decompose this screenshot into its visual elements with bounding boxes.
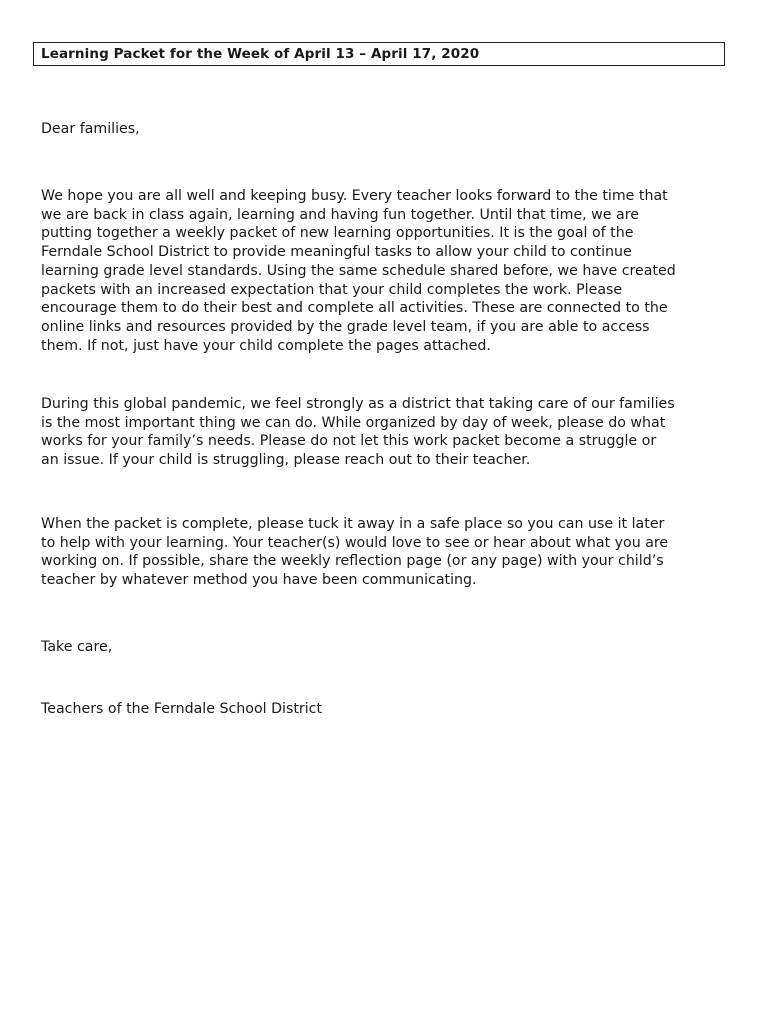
- paragraph-line: We hope you are all well and keeping busy. Every teacher looks forward to the time that: [41, 188, 668, 204]
- closing: Take care,: [41, 639, 113, 655]
- paragraph-line: teacher by whatever method you have been communicating.: [41, 572, 477, 589]
- signature: Teachers of the Ferndale School District: [41, 701, 323, 717]
- paragraph-line: encourage them to do their best and complete all activities. These are connected to the: [41, 300, 668, 317]
- paragraph-line: putting together a weekly packet of new learning opportunities. It is the goal of the: [41, 225, 634, 242]
- paragraph-line: working on. If possible, share the weekly reflection page (or any page) with your child’s: [41, 553, 664, 570]
- paragraph-line: is the most important thing we can do. While organized by day of week, please do what: [41, 414, 666, 431]
- header-title-box: [33, 42, 725, 66]
- paragraph-line: When the packet is complete, please tuck it away in a safe place so you can use it later: [41, 516, 665, 532]
- paragraph-line: an issue. If your child is struggling, please reach out to their teacher.: [41, 452, 531, 469]
- paragraph-line: During this global pandemic, we feel strongly as a district that taking care of our families: [41, 396, 675, 412]
- paragraph-line: works for your family’s needs. Please do not let this work packet become a struggle or: [41, 433, 657, 450]
- paragraph-completion: [41, 515, 731, 590]
- greeting: Dear families,: [41, 121, 140, 137]
- paragraph-line: packets with an increased expectation that your child completes the work. Please: [41, 281, 623, 298]
- paragraph-line: we are back in class again, learning and having fun together. Until that time, we are: [41, 206, 639, 223]
- paragraph-line: learning grade level standards. Using the same schedule shared before, we have created: [41, 262, 676, 279]
- paragraph-intro: [41, 187, 731, 355]
- paragraph-pandemic: [41, 395, 731, 470]
- paragraph-line: Ferndale School District to provide meaningful tasks to allow your child to continue: [41, 244, 632, 261]
- paragraph-line: online links and resources provided by the grade level team, if you are able to access: [41, 318, 650, 335]
- paragraph-line: to help with your learning. Your teacher(s) would love to see or hear about what you are: [41, 534, 669, 551]
- paragraph-line: them. If not, just have your child complete the pages attached.: [41, 337, 491, 354]
- page-title: Learning Packet for the Week of April 13 – April 17, 2020: [41, 46, 480, 62]
